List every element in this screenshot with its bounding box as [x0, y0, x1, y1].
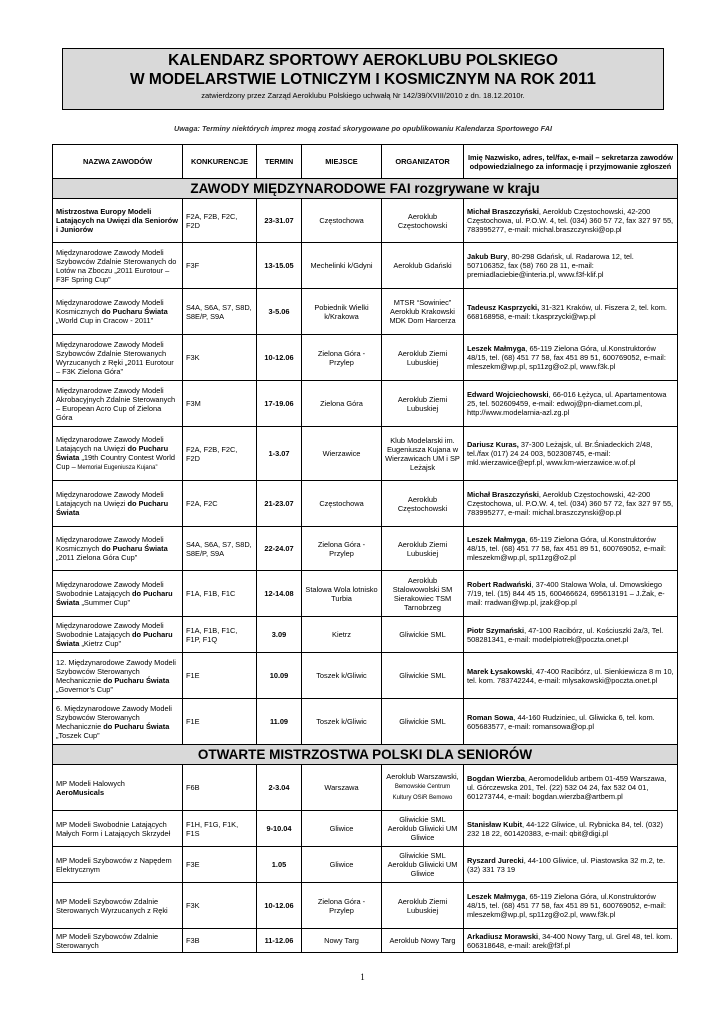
organizer-extra: Bemowskie Centrum Kultury OSiR Bemowo — [392, 784, 453, 801]
event-date: 10-12.06 — [257, 883, 302, 929]
event-organizer: Gliwickie SML — [382, 653, 464, 699]
event-competitions: F2A, F2B, F2C, F2D — [183, 199, 257, 243]
contact-details: , Aeroklub Częstochowski, 42-200 Częstochowa, ul. P.O.W. 4, tel. (034) 360 57 72, fax 327 97 55, 783995277, e-mail: michal.braszczynski@op.pl — [467, 490, 674, 517]
event-place: Częstochowa — [302, 199, 382, 243]
event-name — [53, 289, 183, 335]
table-row — [53, 427, 678, 481]
contact-header-bold: Imię Nazwisko, — [468, 152, 521, 162]
event-organizer: Aeroklub Ziemi Lubuskiej — [382, 335, 464, 381]
contact-person: Stanisław Kubit — [467, 819, 523, 829]
event-place: Mechelinki k/Gdyni — [302, 243, 382, 289]
event-date: 22-24.07 — [257, 527, 302, 571]
event-place: Zielona Góra - Przylep — [302, 883, 382, 929]
table-row — [53, 335, 678, 381]
col-header-name: NAZWA ZAWODÓW — [53, 145, 183, 179]
table-row — [53, 381, 678, 427]
contact-details: , 44-122 Gliwice, ul. Rybnicka 84, tel. (032) 232 18 22, 601420383, e-mail: qbit@digi.pl — [467, 819, 663, 838]
event-name: Mistrzostwa Europy Modeli Latających na Uwięzi dla Seniorów i Juniorów — [53, 199, 183, 243]
event-contact — [464, 335, 678, 381]
event-competitions: S4A, S6A, S7, S8D, S8E/P, S9A — [183, 527, 257, 571]
event-name-text: 12. Międzynarodowe Zawody Modeli Szybowców Sterowanych Mechanicznie — [56, 657, 176, 685]
event-place: Warszawa — [302, 765, 382, 811]
contact-details: , 47-100 Racibórz, ul. Kościuszki 2a/3, Tel. 508281341, e-mail: modelpiotrek@poczta.onet.pl — [467, 625, 664, 644]
col-header-place: MIEJSCE — [302, 145, 382, 179]
contact-person: Jakub Bury — [467, 252, 508, 261]
page-title-year: 2011 — [559, 69, 596, 88]
event-name-cup: do Pucharu Świata — [56, 443, 169, 462]
event-name — [53, 381, 183, 427]
col-header-organizer: ORGANIZATOR — [382, 145, 464, 179]
event-name — [53, 571, 183, 617]
contact-person: Dariusz Kuras, — [467, 440, 519, 449]
event-contact — [464, 527, 678, 571]
contact-person: Piotr Szymański — [467, 625, 525, 635]
event-competitions: F3K — [183, 335, 257, 381]
contact-details: , 37-400 Stalowa Wola, ul. Dmowskiego 7/19, tel. (15) 844 45 15, 600466624, 695613191 – J.Żak, e-mail: rradwan@wp.pl, jzak@op.pl — [467, 580, 665, 607]
event-name — [53, 243, 183, 289]
event-contact — [464, 199, 678, 243]
event-name-suffix: „World Cup in Cracow - 2011” — [56, 316, 154, 325]
event-contact — [464, 381, 678, 427]
table-row — [53, 289, 678, 335]
col-header-competitions: KONKURENCJE — [183, 145, 257, 179]
event-name-suffix: „Governor’s Cup” — [56, 684, 113, 694]
event-competitions: F2A, F2C — [183, 481, 257, 527]
event-name — [53, 699, 183, 745]
contact-person: Marek Łysakowski — [467, 666, 532, 676]
event-place: Gliwice — [302, 811, 382, 847]
event-competitions: S4A, S6A, S7, S8D, S8E/P, S9A — [183, 289, 257, 335]
event-competitions: F3K — [183, 883, 257, 929]
contact-details: 37-300 Leżajsk, ul. Br.Śniadeckich 2/48, tel./fax (017) 24 24 003, 502308745, e-mail: mkl.wierzawice@epf.pl, www.km-wierzawice.w.of.pl — [467, 440, 653, 467]
event-place: Zielona Góra - Przylep — [302, 335, 382, 381]
section-title-international: ZAWODY MIĘDZYNARODOWE FAI rozgrywane w kraju — [53, 179, 678, 199]
event-date: 23-31.07 — [257, 199, 302, 243]
event-date: 17-19.06 — [257, 381, 302, 427]
event-date: 11.09 — [257, 699, 302, 745]
contact-person: Bogdan Wierzba — [467, 774, 525, 783]
event-date: 21-23.07 — [257, 481, 302, 527]
event-date: 3.09 — [257, 617, 302, 653]
event-competitions: F1E — [183, 653, 257, 699]
event-name-cup: do Pucharu Świata — [56, 499, 169, 517]
event-name-text: Międzynarodowe Zawody Modeli Akrobacyjnych Zdalnie Sterowanych – European Acro Cup of Zielona Góra — [56, 385, 176, 422]
section-title-seniors: OTWARTE MISTRZOSTWA POLSKI DLA SENIORÓW — [53, 745, 678, 765]
event-name-text: Międzynarodowe Zawody Modeli Szybowców Zdalnie Sterowanych Wyrzucanych z Ręki „2011 Eurotour – F3K Zielona Góra” — [56, 339, 174, 376]
event-contact — [464, 699, 678, 745]
event-name-cup: do Pucharu Świata — [56, 630, 173, 648]
contact-details: , 65-119 Zielona Góra, ul.Konstruktorów 48/15, tel. (68) 451 77 58, fax 451 89 51, 600769052, e-mail: mleszekm@wp.pl, sp11zg@o2.pl, www.f3k.pl — [467, 892, 666, 919]
event-organizer: Aeroklub Ziemi Lubuskiej — [382, 381, 464, 427]
event-place: Toszek k/Gliwic — [302, 699, 382, 745]
event-name-memorial: Memoriał Eugeniusza Kujana” — [75, 464, 158, 471]
table-row — [53, 199, 678, 243]
event-competitions: F2A, F2B, F2C, F2D — [183, 427, 257, 481]
event-name-cup: do Pucharu Świata — [103, 675, 170, 685]
event-date: 11-12.06 — [257, 929, 302, 953]
event-contact — [464, 811, 678, 847]
contact-details: , 65-119 Zielona Góra, ul.Konstruktorów 48/15, tel. (68) 451 77 58, fax 451 89 51, 600769052, e-mail: mleszekm@wp.pl, sp11zg@o2.pl — [467, 535, 666, 562]
event-name — [53, 527, 183, 571]
section-header-international — [53, 179, 678, 199]
event-name — [53, 427, 183, 481]
event-name-suffix: „Kietrz Cup” — [79, 639, 121, 648]
event-name — [53, 335, 183, 381]
event-contact — [464, 847, 678, 883]
event-competitions: F6B — [183, 765, 257, 811]
event-organizer: Klub Modelarski im. Eugeniusza Kujana w Wierzawicach UM i SP Leżajsk — [382, 427, 464, 481]
page-title-line1: KALENDARZ SPORTOWY AEROKLUBU POLSKIEGO — [168, 52, 558, 69]
event-organizer: Aeroklub Ziemi Lubuskiej — [382, 527, 464, 571]
table-row — [53, 883, 678, 929]
contact-details: , 80-298 Gdańsk, ul. Radarowa 12, tel. 507106352, fax (58) 760 28 11, e-mail: premiadlaciebie@interia.pl, www.f3f-klif.pl — [467, 252, 634, 279]
event-contact — [464, 653, 678, 699]
event-name-text: 6. Międzynarodowe Zawody Modeli Szybowców Sterowanych Mechanicznie — [56, 703, 172, 731]
event-date: 9-10.04 — [257, 811, 302, 847]
event-competitions: F3B — [183, 929, 257, 953]
event-place: Zielona Góra — [302, 381, 382, 427]
event-date: 1-3.07 — [257, 427, 302, 481]
page-number: 1 — [360, 972, 365, 982]
event-organizer: Aeroklub Częstochowski — [382, 481, 464, 527]
event-name-text: MP Modeli Halowych — [56, 778, 125, 788]
event-place: Częstochowa — [302, 481, 382, 527]
event-name — [53, 481, 183, 527]
section-header-seniors — [53, 745, 678, 765]
table-row — [53, 653, 678, 699]
event-name — [53, 765, 183, 811]
table-row — [53, 847, 678, 883]
table-row — [53, 571, 678, 617]
event-name: MP Modeli Swobodnie Latających Małych Form i Latających Skrzydeł — [53, 811, 183, 847]
contact-details: , 47-400 Racibórz, ul. Sienkiewicza 8 m 10, tel. kom. 783742244, e-mail: mlysakowski@poczta.onet.pl — [467, 666, 674, 685]
event-name — [53, 653, 183, 699]
contact-person: Tadeusz Kasprzycki, — [467, 302, 540, 312]
organizer-main: Aeroklub Warszawski, — [386, 772, 459, 781]
contact-details: , 66-016 Łężyca, ul. Apartamentowa 25, tel. 502609459, e-mail: edwoj@pn-diamet.com.pl, http://www.modelarnia-azl.zg.pl — [467, 390, 667, 417]
event-organizer — [382, 765, 464, 811]
contact-person: Ryszard Jurecki — [467, 855, 524, 865]
col-header-contact — [464, 145, 678, 179]
contact-person: Roman Sowa — [467, 712, 514, 722]
event-competitions: F1A, F1B, F1C, F1P, F1Q — [183, 617, 257, 653]
page-title-text: W MODELARSTWIE LOTNICZYM I KOSMICZNYM NA ROK — [130, 71, 555, 88]
event-date: 1.05 — [257, 847, 302, 883]
event-organizer: Aeroklub Częstochowski — [382, 199, 464, 243]
title-box — [62, 48, 664, 110]
contact-details: , 44-160 Rudziniec, ul. Gliwicka 6, tel. kom. 605683577, e-mail: romansowa@op.pl — [467, 712, 655, 731]
event-date: 12-14.08 — [257, 571, 302, 617]
contact-person: Leszek Małmyga — [467, 344, 526, 353]
event-competitions: F3M — [183, 381, 257, 427]
event-name-cup: do Pucharu Świata — [101, 544, 168, 553]
contact-person: Arkadiusz Morawski — [467, 931, 539, 941]
event-contact — [464, 929, 678, 953]
contact-person: Michał Braszczyński — [467, 490, 539, 499]
event-contact — [464, 571, 678, 617]
event-name-cup: do Pucharu Świata — [103, 721, 170, 731]
event-place: Toszek k/Gliwic — [302, 653, 382, 699]
table-row — [53, 765, 678, 811]
event-date: 3-5.06 — [257, 289, 302, 335]
event-place: Gliwice — [302, 847, 382, 883]
event-place: Pobiednik Wielki k/Krakowa — [302, 289, 382, 335]
approval-subtitle: zatwierdzony przez Zarząd Aeroklubu Polskiego uchwałą Nr 142/39/XVIII/2010 z dn. 18.12.2010r. — [201, 91, 525, 100]
contact-details: 31-321 Kraków, ul. Fiszera 2, tel. kom. 668168958, e-mail: t.kasprzycki@wp.pl — [467, 302, 667, 321]
contact-person: Edward Wojciechowski — [467, 390, 549, 399]
event-organizer: Gliwickie SML Aeroklub Gliwicki UM Gliwice — [382, 847, 464, 883]
calendar-table — [52, 144, 678, 953]
contact-person: Leszek Małmyga — [467, 892, 526, 901]
event-place: Kietrz — [302, 617, 382, 653]
contact-details: , Aeromodelklub artbem 01-459 Warszawa, ul. Górczewska 201, Tel. (22) 532 04 24, fax 532 04 01, 601273744, e-mail: bogdan.wierzba@artbem.pl — [467, 774, 667, 801]
event-contact — [464, 427, 678, 481]
event-name-text: Międzynarodowe Zawody Modeli Kosmicznych — [56, 298, 164, 316]
event-contact — [464, 289, 678, 335]
table-row — [53, 481, 678, 527]
event-contact — [464, 243, 678, 289]
event-date: 10.09 — [257, 653, 302, 699]
event-contact — [464, 481, 678, 527]
event-organizer: Aeroklub Gdański — [382, 243, 464, 289]
event-place: Wierzawice — [302, 427, 382, 481]
contact-person: Robert Radwański — [467, 580, 532, 589]
event-organizer: Aeroklub Ziemi Lubuskiej — [382, 883, 464, 929]
schedule-note: Uwaga: Terminy niektórych imprez mogą zostać skorygowane po opublikowaniu Kalendarza Sportowego FAI — [173, 124, 553, 133]
event-competitions: F1A, F1B, F1C — [183, 571, 257, 617]
event-organizer: Gliwickie SML — [382, 699, 464, 745]
event-name-cup: do Pucharu Świata — [56, 589, 173, 607]
event-organizer: MTSR “Sowiniec” Aeroklub Krakowski MDK Dom Harcerza — [382, 289, 464, 335]
event-organizer: Aeroklub Stalowowolski SM Sierakowiec TSM Tarnobrzeg — [382, 571, 464, 617]
table-row — [53, 811, 678, 847]
event-competitions: F1H, F1G, F1K, F1S — [183, 811, 257, 847]
event-name-text: Międzynarodowe Zawody Modeli Szybowców Zdalnie Sterowanych do Lotów na Zboczu „2011 Eurotour – F3F Spring Cup” — [56, 247, 177, 284]
table-row — [53, 617, 678, 653]
event-name-suffix: „Summer Cup” — [79, 598, 130, 607]
event-contact — [464, 883, 678, 929]
event-contact — [464, 617, 678, 653]
event-name-text: Międzynarodowe Zawody Modeli Latających na Uwięzi — [56, 490, 164, 508]
event-competitions: F3F — [183, 243, 257, 289]
event-name-bold: AeroMusicals — [56, 787, 105, 797]
event-organizer: Aeroklub Nowy Targ — [382, 929, 464, 953]
contact-header-rest: adres, tel/fax, e-mail – sekretarza zawodów odpowiedzialnego za informację i przyjmowanie zgłoszeń — [469, 152, 673, 171]
contact-details: , Aeroklub Częstochowski, 42-200 Częstochowa, ul. P.O.W. 4, tel. (034) 360 57 72, fax 327 97 55, 783995277, e-mail: michal.braszczynski@op.pl — [467, 207, 674, 234]
event-name-text: Międzynarodowe Zawody Modeli Latających na Uwięzi — [56, 434, 164, 453]
event-name: MP Modeli Szybowców Zdalnie Sterowanych Wyrzucanych z Ręki — [53, 883, 183, 929]
event-name-suffix: „Toszek Cup” — [56, 730, 100, 740]
event-place: Nowy Targ — [302, 929, 382, 953]
event-organizer: Gliwickie SML Aeroklub Gliwicki UM Gliwice — [382, 811, 464, 847]
col-header-date: TERMIN — [257, 145, 302, 179]
event-name — [53, 617, 183, 653]
event-name-cup: do Pucharu Świata — [101, 307, 168, 316]
table-row — [53, 243, 678, 289]
event-date: 2-3.04 — [257, 765, 302, 811]
table-header-row — [53, 145, 678, 179]
page-title-line2 — [63, 70, 663, 89]
event-name-suffix: „2011 Zielona Góra Cup” — [56, 553, 138, 562]
event-competitions: F3E — [183, 847, 257, 883]
event-place: Stalowa Wola lotnisko Turbia — [302, 571, 382, 617]
event-name-text: Międzynarodowe Zawody Modeli Swobodnie Latających — [56, 621, 164, 639]
event-contact — [464, 765, 678, 811]
event-name-text: Międzynarodowe Zawody Modeli Swobodnie Latających — [56, 580, 164, 598]
event-place: Zielona Góra - Przylep — [302, 527, 382, 571]
event-name-suffix: „19th Country Contest World Cup – — [56, 452, 175, 471]
table-row — [53, 527, 678, 571]
event-competitions: F1E — [183, 699, 257, 745]
event-date: 10-12.06 — [257, 335, 302, 381]
event-name-text: Międzynarodowe Zawody Modeli Kosmicznych — [56, 535, 164, 553]
contact-person: Leszek Małmyga — [467, 535, 526, 544]
contact-details: , 44-100 Gliwice, ul. Piastowska 32 m.2, te. (32) 331 73 19 — [467, 855, 666, 874]
contact-details: , 34-400 Nowy Targ, ul. Grel 48, tel. kom. 606318648, e-mail: arek@f3f.pl — [467, 931, 673, 950]
table-row — [53, 699, 678, 745]
contact-details: , 65-119 Zielona Góra, ul.Konstruktorów 48/15, tel. (68) 451 77 58, fax 451 89 51, 600769052, e-mail: mleszekm@wp.pl, sp11zg@o2.pl, www.f3k.pl — [467, 344, 666, 371]
event-name: MP Modeli Szybowców z Napędem Elektrycznym — [53, 847, 183, 883]
event-organizer: Gliwickie SML — [382, 617, 464, 653]
event-name: MP Modeli Szybowców Zdalnie Sterowanych — [53, 929, 183, 953]
table-row — [53, 929, 678, 953]
event-date: 13-15.05 — [257, 243, 302, 289]
contact-person: Michał Braszczyński — [467, 207, 539, 216]
